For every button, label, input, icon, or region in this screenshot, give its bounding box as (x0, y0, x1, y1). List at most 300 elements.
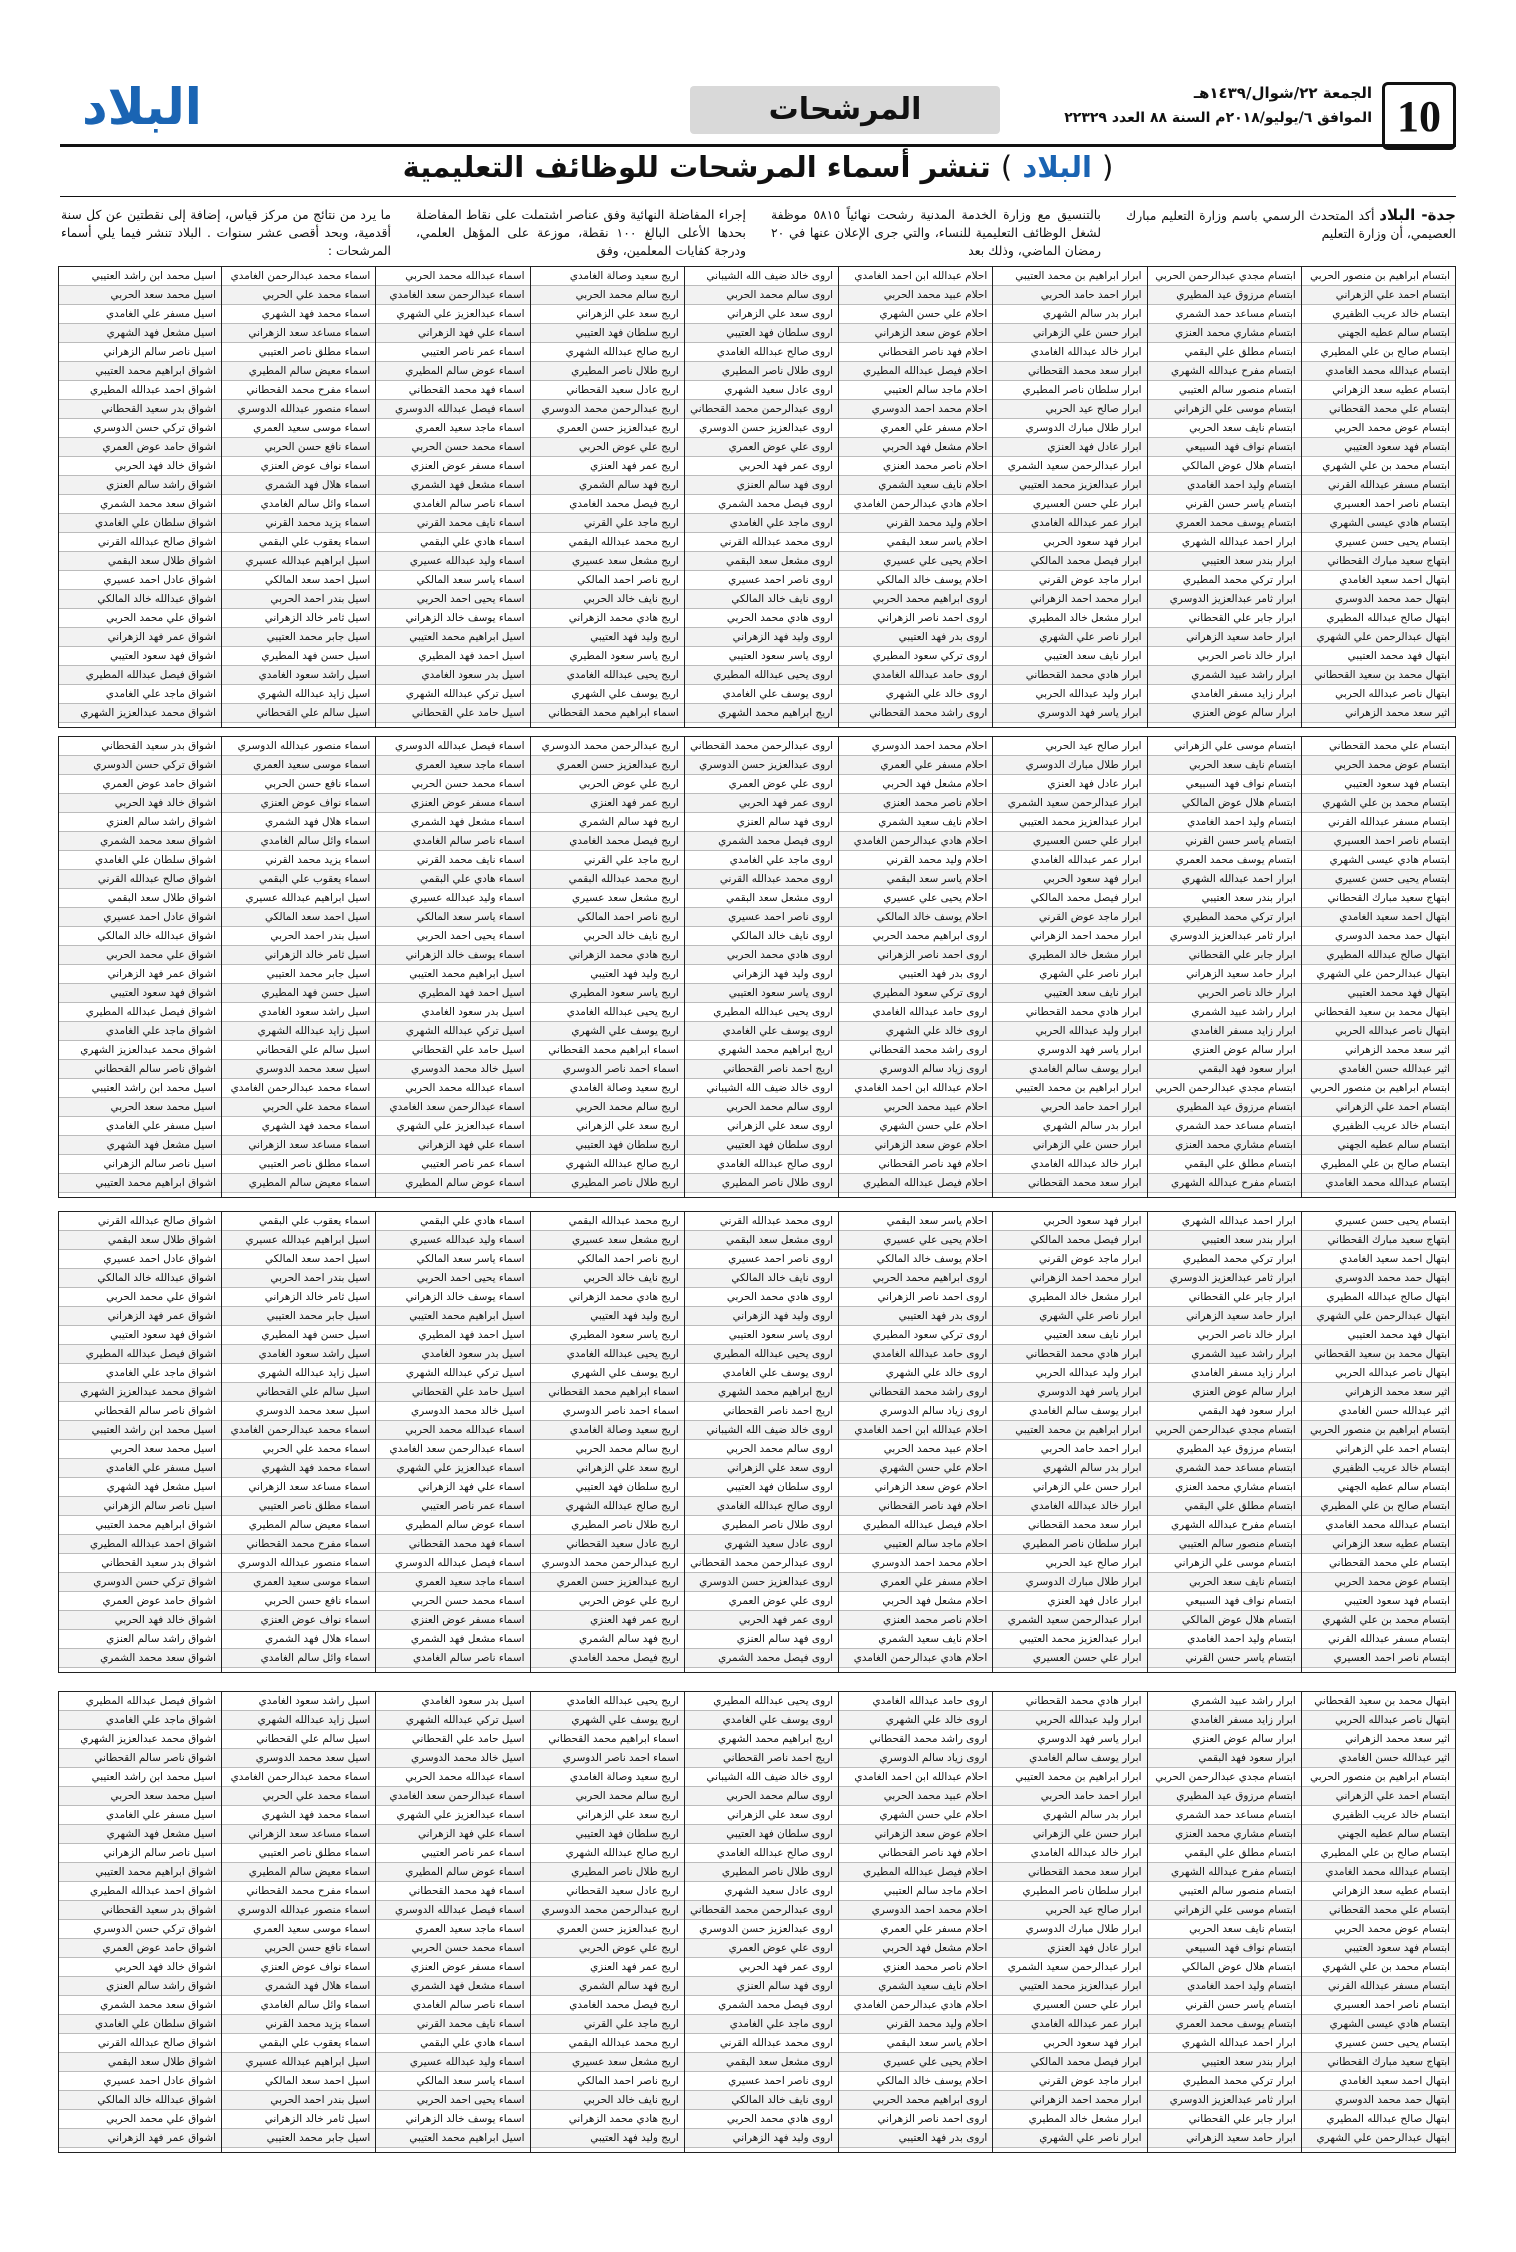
candidate-name: اسيل مشعل فهد الشهري (59, 1825, 221, 1844)
candidate-name: ابرار ياسر فهد الدوسري (985, 1383, 1147, 1402)
candidate-name: احلام محمد احمد الدوسري (830, 1554, 992, 1573)
candidate-name: اسيل محمد سعد الحربي (59, 1440, 221, 1459)
candidate-name: ابتسام مساعد حمد الشمري (1139, 305, 1301, 324)
candidate-name: اروى صالح عبدالله الغامدي (676, 1844, 838, 1863)
candidate-name: اريج سلطان فهد العتيبي (522, 324, 684, 343)
candidate-name: اسماء موسى سعيد العمري (213, 1920, 375, 1939)
candidate-name: اسماء وليد عبدالله عسيري (368, 1231, 530, 1250)
candidate-name: احلام علي حسن الشهري (830, 1117, 992, 1136)
candidate-name: اروى ابراهيم محمد الحربي (830, 1269, 992, 1288)
candidate-name: ابتسام ابراهيم بن منصور الحربي (1293, 1079, 1455, 1098)
candidate-name: اروى حامد عبدالله الغامدي (830, 666, 992, 685)
section-title: المرشحات (690, 86, 1000, 134)
candidate-name: اسماء ياسر سعد المالكي (368, 571, 530, 590)
candidate-name: اسماء يزيد محمد القرني (213, 851, 375, 870)
candidate-name: اريج ابراهيم محمد الشهري (676, 704, 838, 723)
candidate-name: ابرار جابر علي القحطاني (1139, 946, 1301, 965)
candidate-name: اريج مشعل سعد عسيري (522, 552, 684, 571)
candidate-name: اسيل تركي عبدالله الشهري (368, 1364, 530, 1383)
candidate-name: اشواق محمد عبدالعزيز الشهري (59, 1383, 221, 1402)
names-column (367, 736, 531, 1198)
candidate-name: اشواق طلال سعد البقمي (59, 552, 221, 571)
candidate-name: اسماء عمر ناصر العتيبي (368, 1155, 530, 1174)
candidate-name: اسماء هادي علي البقمي (368, 1212, 530, 1231)
candidate-name: ابرار عبدالرحمن سعيد الشمري (985, 457, 1147, 476)
candidate-name: اروى عبدالرحمن محمد القحطاني (676, 1554, 838, 1573)
candidate-name: اروى عمر فهد الحربي (676, 1958, 838, 1977)
candidate-name: اشواق احمد عبدالله المطيري (59, 1535, 221, 1554)
candidate-name: اسيل ابراهيم عبدالله عسيري (213, 552, 375, 571)
candidate-name: اريج طلال ناصر المطيري (522, 1174, 684, 1193)
candidate-name: اروى زياد سالم الدوسري (830, 1749, 992, 1768)
candidate-name: ابتهال احمد سعيد الغامدي (1293, 2072, 1455, 2091)
dateline (1042, 84, 1372, 126)
candidate-name: ابرار يوسف سالم الغامدي (985, 1749, 1147, 1768)
candidate-name: اشواق ماجد علي الغامدي (59, 1364, 221, 1383)
candidate-name: ابرار سلطان ناصر المطيري (985, 381, 1147, 400)
names-column (58, 1691, 222, 2153)
candidate-name: اسماء ماجد سعيد العمري (368, 419, 530, 438)
candidate-name: اروى تركي سعود المطيري (830, 647, 992, 666)
candidate-name: اريج ابراهيم محمد الشهري (676, 1383, 838, 1402)
candidate-name: اسماء وليد عبدالله عسيري (368, 889, 530, 908)
candidate-name: اروى راشد محمد القحطاني (830, 1383, 992, 1402)
candidate-name: اشواق سلطان علي الغامدي (59, 514, 221, 533)
candidate-name: ابرار سالم عوض العنزي (1139, 1041, 1301, 1060)
candidate-name: ابرار ياسر فهد الدوسري (985, 704, 1147, 723)
candidate-name: اسيل حسن فهد المطيري (213, 984, 375, 1003)
candidate-name: ابتسام مشاري محمد العنزي (1139, 1825, 1301, 1844)
candidate-name: اسيل تركي عبدالله الشهري (368, 1022, 530, 1041)
candidate-name: ابرار بدر سالم الشهري (985, 1806, 1147, 1825)
candidate-name: اروى ناصر احمد عسيري (676, 571, 838, 590)
candidate-name: اروى خالد علي الشهري (830, 1364, 992, 1383)
candidate-name: ابتسام عطيه سعد الزهراني (1293, 381, 1455, 400)
candidate-name: ابتسام محمد بن علي الشهري (1293, 457, 1455, 476)
candidate-name: اسماء مساعد سعد الزهراني (213, 324, 375, 343)
candidate-name: ابتسام يوسف محمد العمري (1139, 851, 1301, 870)
names-column (1292, 736, 1456, 1198)
candidate-name: ابرار حامد سعيد الزهراني (1139, 965, 1301, 984)
candidate-name: اسماء فيصل عبدالله الدوسري (368, 1554, 530, 1573)
candidate-name: ابرار حامد سعيد الزهراني (1139, 1307, 1301, 1326)
candidate-name: اشواق عادل احمد عسيري (59, 2072, 221, 2091)
candidate-name: ابتسام موسى علي الزهراني (1139, 1554, 1301, 1573)
candidate-name: اروى علي عوض العمري (676, 1592, 838, 1611)
candidate-name: ابرار احمد حامد الحربي (985, 1440, 1147, 1459)
candidate-name: ابتسام وليد احمد الغامدي (1139, 1977, 1301, 1996)
candidate-name: اريج عبدالرحمن محمد الدوسري (522, 1554, 684, 1573)
candidate-name: ابرار عبدالعزيز محمد العتيبي (985, 813, 1147, 832)
candidate-name: اريج يحيى عبدالله الغامدي (522, 1003, 684, 1022)
candidate-name: ابتسام مفرح عبدالله الشهري (1139, 1174, 1301, 1193)
candidate-name: اسماء محمد عبدالرحمن الغامدي (213, 1421, 375, 1440)
candidate-name: اريج ناصر احمد المالكي (522, 571, 684, 590)
candidate-name: ابتسام منصور سالم العتيبي (1139, 1535, 1301, 1554)
intro-col-2: بالتنسيق مع وزارة الخدمة المدنية رشحت نهائياً ٥٨١٥ موظفة لشغل الوظائف التعليمية للنساء، والتي جرى الإعلان عنها في ٢٠ رمضان الماضي، وذلك بعد (771, 207, 1102, 258)
candidate-name: اسيل محمد ابن راشد العتيبي (59, 267, 221, 286)
candidate-name: احلام ياسر سعد البقمي (830, 1212, 992, 1231)
candidate-name: ابرار راشد عبيد الشمري (1139, 1692, 1301, 1711)
candidate-name: اريج فهد سالم الشمري (522, 1977, 684, 1996)
names-column (984, 1691, 1148, 2153)
candidate-name: ابتسام وليد احمد الغامدي (1139, 476, 1301, 495)
candidate-name: اريج عمر فهد العنزي (522, 794, 684, 813)
candidate-name: اريج علي عوض الحربي (522, 438, 684, 457)
candidate-name: اسماء عبدالعزيز علي الشهري (368, 1806, 530, 1825)
candidate-name: اسماء علي فهد الزهراني (368, 1478, 530, 1497)
candidate-name: ابتسام فهد سعود العتيبي (1293, 1592, 1455, 1611)
candidate-name: اريج صالح عبدالله الشهري (522, 1155, 684, 1174)
candidate-name: اروى ماجد علي الغامدي (676, 514, 838, 533)
intro-col-1 (1126, 206, 1456, 243)
candidate-name: ابرار خالد عبدالله الغامدي (985, 1155, 1147, 1174)
candidate-name: ابتسام مرزوق عيد المطيري (1139, 1787, 1301, 1806)
candidate-name: اسماء عبدالعزيز علي الشهري (368, 305, 530, 324)
candidate-name: ابرار احمد حامد الحربي (985, 286, 1147, 305)
candidate-name: اروى مشعل سعد البقمي (676, 889, 838, 908)
candidate-name: ابتسام صالح بن علي المطيري (1293, 1844, 1455, 1863)
candidate-name: اروى عبدالرحمن محمد القحطاني (676, 1901, 838, 1920)
candidate-name: ابتهال صالح عبدالله المطيري (1293, 2110, 1455, 2129)
candidate-name: اسيل ثامر خالد الزهراني (213, 609, 375, 628)
candidate-name: ابرار خالد عبدالله الغامدي (985, 1497, 1147, 1516)
candidate-name: اسيل بندر احمد الحربي (213, 927, 375, 946)
candidate-name: اسماء محمد فهد الشهري (213, 1117, 375, 1136)
candidate-name: اسيل مسفر علي الغامدي (59, 1459, 221, 1478)
candidate-name: اريج ناصر احمد المالكي (522, 908, 684, 927)
candidate-name: اروى بدر فهد العتيبي (830, 2129, 992, 2148)
candidate-name: اسيل ثامر خالد الزهراني (213, 946, 375, 965)
candidate-name: اسيل خالد محمد الدوسري (368, 1060, 530, 1079)
candidate-name: اروى فهد سالم العنزي (676, 1630, 838, 1649)
candidate-name: اسيل تركي عبدالله الشهري (368, 1711, 530, 1730)
candidate-name: اسيل بندر احمد الحربي (213, 590, 375, 609)
candidate-name: اريج نايف خالد الحربي (522, 1269, 684, 1288)
candidate-name: اروى صالح عبدالله الغامدي (676, 1155, 838, 1174)
candidate-name: اروى خالد علي الشهري (830, 685, 992, 704)
candidate-name: ابرار محمد احمد الزهراني (985, 590, 1147, 609)
candidate-name: ابتسام موسى علي الزهراني (1139, 737, 1301, 756)
candidate-name: اريج سالم محمد الحربي (522, 1787, 684, 1806)
candidate-name: اشواق فهد سعود العتيبي (59, 1326, 221, 1345)
candidate-name: اروى سعد علي الزهراني (676, 1459, 838, 1478)
candidate-name: ابرار مشعل خالد المطيري (985, 946, 1147, 965)
candidate-name: اروى سلطان فهد العتيبي (676, 1136, 838, 1155)
candidate-name: اروى ياسر سعود العتيبي (676, 984, 838, 1003)
candidate-name: اشواق صالح عبدالله القرني (59, 2034, 221, 2053)
candidate-name: ابتسام فهد سعود العتيبي (1293, 775, 1455, 794)
candidate-name: اروى علي عوض العمري (676, 775, 838, 794)
candidate-name: اروى طلال ناصر المطيري (676, 1863, 838, 1882)
candidate-name: اشواق علي محمد الحربي (59, 946, 221, 965)
candidate-name: ابرار خالد عبدالله الغامدي (985, 1844, 1147, 1863)
candidate-name: احلام عبدالله ابن احمد الغامدي (830, 267, 992, 286)
candidate-name: ابرار تركي محمد المطيري (1139, 571, 1301, 590)
candidate-name: ابتسام خالد عريب الظفيري (1293, 1117, 1455, 1136)
candidate-name: اسماء معيض سالم المطيري (213, 362, 375, 381)
candidate-name: اشواق بدر سعيد القحطاني (59, 1554, 221, 1573)
candidate-name: اسيل جابر محمد العتيبي (213, 965, 375, 984)
candidate-name: ابتسام هلال عوض المالكي (1139, 794, 1301, 813)
candidate-name: ابرار سعد محمد القحطاني (985, 1174, 1147, 1193)
candidate-name: اريج ابراهيم محمد الشهري (676, 1730, 838, 1749)
candidate-name: اسماء هلال فهد الشمري (213, 476, 375, 495)
candidate-name: ابرار صالح عيد الحربي (985, 1901, 1147, 1920)
candidate-name: اثير عبدالله حسن الغامدي (1293, 1060, 1455, 1079)
candidate-name: اروى عادل سعيد الشهري (676, 1535, 838, 1554)
candidate-name: اروى هادي محمد الحربي (676, 1288, 838, 1307)
candidate-name: اسيل مسفر علي الغامدي (59, 305, 221, 324)
candidate-name: اسيل حامد علي القحطاني (368, 704, 530, 723)
candidate-name: اسماء ناصر سالم الغامدي (368, 495, 530, 514)
candidate-name: ابتسام نواف فهد السبيعي (1139, 775, 1301, 794)
candidate-name: اسماء فهد محمد القحطاني (368, 1535, 530, 1554)
candidate-name: ابتسام سالم عطيه الجهني (1293, 1478, 1455, 1497)
candidate-name: اسماء محمد عبدالرحمن الغامدي (213, 1768, 375, 1787)
candidate-name: ابرار ماجد عوض القرني (985, 2072, 1147, 2091)
candidate-name: اثير سعد محمد الزهراني (1293, 1730, 1455, 1749)
candidate-name: اروى يوسف علي الغامدي (676, 1022, 838, 1041)
candidate-name: اروى وليد فهد الزهراني (676, 965, 838, 984)
candidate-name: اسيل بدر سعود الغامدي (368, 666, 530, 685)
candidate-name: اسماء محمد فهد الشهري (213, 1806, 375, 1825)
candidate-name: اروى عمر فهد الحربي (676, 457, 838, 476)
candidate-name: اريج يوسف علي الشهري (522, 1022, 684, 1041)
candidate-name: اروى زياد سالم الدوسري (830, 1402, 992, 1421)
candidate-name: اريج فهد سالم الشمري (522, 1630, 684, 1649)
candidate-name: ابرار محمد احمد الزهراني (985, 927, 1147, 946)
candidate-name: ابرار فهد سعود الحربي (985, 2034, 1147, 2053)
candidate-name: ابتهال صالح عبدالله المطيري (1293, 946, 1455, 965)
candidate-name: اثير سعد محمد الزهراني (1293, 1383, 1455, 1402)
candidate-name: اروى حامد عبدالله الغامدي (830, 1692, 992, 1711)
candidate-name: ابتسام نواف فهد السبيعي (1139, 1939, 1301, 1958)
candidate-name: احلام وليد محمد القرني (830, 2015, 992, 2034)
candidate-name: اشواق تركي حسن الدوسري (59, 1920, 221, 1939)
candidate-name: اشواق ناصر سالم القحطاني (59, 1060, 221, 1079)
candidate-name: ابتسام هلال عوض المالكي (1139, 1611, 1301, 1630)
candidate-name: ابرار حسن علي الزهراني (985, 1136, 1147, 1155)
candidate-name: اشواق ناصر سالم القحطاني (59, 1749, 221, 1768)
intro-lead: جدة- البلاد (1379, 206, 1456, 224)
candidate-name: ابرار زايد مسفر الغامدي (1139, 685, 1301, 704)
candidate-name: ابرار خالد ناصر الحربي (1139, 647, 1301, 666)
candidate-name: ابتهال ناصر عبدالله الحربي (1293, 1364, 1455, 1383)
candidate-name: ابتسام خالد عريب الظفيري (1293, 1806, 1455, 1825)
candidate-name: اروى يوسف علي الغامدي (676, 1364, 838, 1383)
candidate-name: اسيل سالم علي القحطاني (213, 704, 375, 723)
candidate-name: اشواق حامد عوض العمري (59, 1939, 221, 1958)
candidate-name: ابرار عبدالعزيز محمد العتيبي (985, 1977, 1147, 1996)
candidate-name: ابتسام يحيى حسن عسيري (1293, 1212, 1455, 1231)
candidate-name: اروى ناصر احمد عسيري (676, 2072, 838, 2091)
candidate-name: اشواق فيصل عبدالله المطيري (59, 666, 221, 685)
candidate-name: ابرار صالح عيد الحربي (985, 737, 1147, 756)
date-hijri: الجمعة ٢٢/شوال/١٤٣٩هـ (1193, 84, 1372, 102)
candidate-name: اسيل محمد ابن راشد العتيبي (59, 1079, 221, 1098)
candidate-name: ابتهال محمد بن سعيد القحطاني (1293, 666, 1455, 685)
candidate-name: اسماء وائل سالم الغامدي (213, 832, 375, 851)
candidate-name: اروى ياسر سعود العتيبي (676, 1326, 838, 1345)
names-column (829, 736, 993, 1198)
candidate-name: اريج وليد فهد العتيبي (522, 2129, 684, 2148)
candidate-name: اروى سعد علي الزهراني (676, 1806, 838, 1825)
candidate-name: اسماء مفرح محمد القحطاني (213, 1535, 375, 1554)
candidate-name: اسماء يوسف خالد الزهراني (368, 946, 530, 965)
candidate-name: ابرار بندر سعد العتيبي (1139, 1231, 1301, 1250)
candidate-name: ابتسام ناصر احمد العسيري (1293, 495, 1455, 514)
candidate-name: اسماء مشعل فهد الشمري (368, 813, 530, 832)
candidate-name: ابتسام هلال عوض المالكي (1139, 1958, 1301, 1977)
candidate-name: ابرار خالد ناصر الحربي (1139, 984, 1301, 1003)
candidate-name: اروى يحيى عبدالله المطيري (676, 1345, 838, 1364)
candidate-name: اشواق طلال سعد البقمي (59, 889, 221, 908)
candidate-name: اريج ماجد علي القرني (522, 851, 684, 870)
candidate-name: ابرار وليد عبدالله الحربي (985, 685, 1147, 704)
candidate-name: ابتسام عوض محمد الحربي (1293, 1573, 1455, 1592)
candidate-name: ابتسام يوسف محمد العمري (1139, 514, 1301, 533)
candidate-name: ابرار عادل فهد العنزي (985, 438, 1147, 457)
candidate-name: ابرار طلال مبارك الدوسري (985, 1920, 1147, 1939)
candidate-name: اشواق فيصل عبدالله المطيري (59, 1003, 221, 1022)
candidate-name: اشواق سعد محمد الشمري (59, 495, 221, 514)
candidate-name: اريج سلطان فهد العتيبي (522, 1478, 684, 1497)
candidate-name: ابرار زايد مسفر الغامدي (1139, 1022, 1301, 1041)
candidate-name: احلام علي حسن الشهري (830, 1459, 992, 1478)
candidate-name: اسيل سعد محمد الدوسري (213, 1060, 375, 1079)
candidate-name: ابتسام صالح بن علي المطيري (1293, 1155, 1455, 1174)
candidate-name: ابرار علي حسن العسيري (985, 1649, 1147, 1668)
candidate-name: ابرار ثامر عبدالعزيز الدوسري (1139, 590, 1301, 609)
candidate-name: اسماء مطلق ناصر العتيبي (213, 1497, 375, 1516)
candidate-name: احلام عبدالله ابن احمد الغامدي (830, 1768, 992, 1787)
candidate-name: اسيل زايد عبدالله الشهري (213, 1364, 375, 1383)
candidate-name: اريج وليد فهد العتيبي (522, 1307, 684, 1326)
candidate-name: اسماء منصور عبدالله الدوسري (213, 1554, 375, 1573)
candidate-name: اريج طلال ناصر المطيري (522, 362, 684, 381)
candidate-name: اروى فهد سالم العنزي (676, 813, 838, 832)
candidate-name: ابرار احمد عبدالله الشهري (1139, 2034, 1301, 2053)
candidate-name: اسماء عوض سالم المطيري (368, 1863, 530, 1882)
candidate-name: ابتهال محمد بن سعيد القحطاني (1293, 1345, 1455, 1364)
candidate-name: اشواق عمر فهد الزهراني (59, 628, 221, 647)
headline-paren-close: ) (1000, 150, 1013, 184)
candidate-name: اروى فيصل محمد الشمري (676, 1996, 838, 2015)
candidate-name: اسماء منصور عبدالله الدوسري (213, 737, 375, 756)
candidate-name: اروى راشد محمد القحطاني (830, 1041, 992, 1060)
candidate-name: ابرار سالم عوض العنزي (1139, 704, 1301, 723)
candidate-name: ابرار ناصر علي الشهري (985, 628, 1147, 647)
candidate-name: اسماء يوسف خالد الزهراني (368, 2110, 530, 2129)
candidate-name: اسماء ياسر سعد المالكي (368, 2072, 530, 2091)
names-column (1138, 1691, 1302, 2153)
candidate-name: ابرار سعود فهد البقمي (1139, 1749, 1301, 1768)
candidate-name: اريج محمد عبدالله البقمي (522, 870, 684, 889)
candidate-name: اريج علي عوض الحربي (522, 775, 684, 794)
candidate-name: ابتسام يوسف محمد العمري (1139, 2015, 1301, 2034)
candidate-name: اسماء فيصل عبدالله الدوسري (368, 400, 530, 419)
candidate-name: اسماء هادي علي البقمي (368, 533, 530, 552)
candidate-name: ابرار ابراهيم بن محمد العتيبي (985, 267, 1147, 286)
candidate-name: ابتسام صالح بن علي المطيري (1293, 343, 1455, 362)
candidate-name: اروى سالم محمد الحربي (676, 1787, 838, 1806)
candidate-name: ابتهال حمد محمد الدوسري (1293, 590, 1455, 609)
candidate-name: اشواق فيصل عبدالله المطيري (59, 1692, 221, 1711)
candidate-name: اريج علي عوض الحربي (522, 1592, 684, 1611)
candidate-name: احلام يحيى علي عسيري (830, 1231, 992, 1250)
candidate-name: اسيل سالم علي القحطاني (213, 1041, 375, 1060)
candidate-name: اسماء عمر ناصر العتيبي (368, 1497, 530, 1516)
candidate-name: ابرار فهد سعود الحربي (985, 1212, 1147, 1231)
candidate-name: احلام ياسر سعد البقمي (830, 870, 992, 889)
candidate-name: ابرار احمد عبدالله الشهري (1139, 870, 1301, 889)
candidate-name: اسماء معيض سالم المطيري (213, 1863, 375, 1882)
candidate-name: احلام فيصل عبدالله المطيري (830, 1516, 992, 1535)
candidate-name: ابتسام ابراهيم بن منصور الحربي (1293, 1768, 1455, 1787)
candidate-name: ابتهال ناصر عبدالله الحربي (1293, 1711, 1455, 1730)
candidate-name: ابرار وليد عبدالله الحربي (985, 1364, 1147, 1383)
candidate-name: اشواق سعد محمد الشمري (59, 1996, 221, 2015)
candidate-name: اروى احمد ناصر الزهراني (830, 609, 992, 628)
candidate-name: اسماء فهد محمد القحطاني (368, 1882, 530, 1901)
candidate-name: اروى عادل سعيد الشهري (676, 381, 838, 400)
candidate-name: ابتسام يحيى حسن عسيري (1293, 2034, 1455, 2053)
candidate-name: اسيل احمد سعد المالكي (213, 908, 375, 927)
candidate-name: اسماء يعقوب علي البقمي (213, 870, 375, 889)
candidate-name: ابتسام مسفر عبدالله القرني (1293, 1630, 1455, 1649)
candidate-name: اسماء محمد فهد الشهري (213, 305, 375, 324)
candidate-name: اروى ماجد علي الغامدي (676, 2015, 838, 2034)
names-column (367, 1211, 531, 1673)
candidate-name: احلام فيصل عبدالله المطيري (830, 1174, 992, 1193)
candidate-name: ابتسام مساعد حمد الشمري (1139, 1459, 1301, 1478)
candidate-name: اروى عبدالعزيز حسن الدوسري (676, 1920, 838, 1939)
candidate-name: ابتسام احمد علي الزهراني (1293, 1440, 1455, 1459)
candidate-name: ابتسام ناصر احمد العسيري (1293, 1996, 1455, 2015)
candidate-name: اريج مشعل سعد عسيري (522, 889, 684, 908)
candidate-name: اشواق عبدالله خالد المالكي (59, 2091, 221, 2110)
names-column (521, 1691, 685, 2153)
candidate-name: اسيل حسن فهد المطيري (213, 647, 375, 666)
candidate-name: اشواق بدر سعيد القحطاني (59, 400, 221, 419)
candidate-name: اروى سلطان فهد العتيبي (676, 1825, 838, 1844)
names-column (212, 736, 376, 1198)
candidate-name: اسماء ياسر سعد المالكي (368, 1250, 530, 1269)
candidate-name: اثير سعد محمد الزهراني (1293, 1041, 1455, 1060)
candidate-name: احلام محمد احمد الدوسري (830, 400, 992, 419)
candidate-name: اسيل بدر سعود الغامدي (368, 1692, 530, 1711)
candidate-name: اسماء هادي علي البقمي (368, 2034, 530, 2053)
candidate-name: اسماء عبدالرحمن سعد الغامدي (368, 1787, 530, 1806)
candidate-name: احلام عوض سعد الزهراني (830, 324, 992, 343)
candidate-name: احلام نايف سعيد الشمري (830, 1977, 992, 1996)
candidate-name: ابرار تركي محمد المطيري (1139, 2072, 1301, 2091)
candidate-name: ابرار عبدالعزيز محمد العتيبي (985, 1630, 1147, 1649)
candidate-name: اسيل مسفر علي الغامدي (59, 1117, 221, 1136)
candidate-name: اريج محمد عبدالله البقمي (522, 1212, 684, 1231)
names-column (212, 266, 376, 728)
candidate-name: ابتسام يحيى حسن عسيري (1293, 870, 1455, 889)
candidate-name: اروى عبدالعزيز حسن الدوسري (676, 1573, 838, 1592)
candidate-name: اريج عبدالرحمن محمد الدوسري (522, 1901, 684, 1920)
candidate-name: ابرار ماجد عوض القرني (985, 1250, 1147, 1269)
candidate-name: اروى عبدالرحمن محمد القحطاني (676, 400, 838, 419)
candidate-name: اريج وليد فهد العتيبي (522, 965, 684, 984)
candidate-name: ابرار عادل فهد العنزي (985, 775, 1147, 794)
candidate-name: اروى علي عوض العمري (676, 438, 838, 457)
candidate-name: ابتسام نايف سعد الحربي (1139, 1920, 1301, 1939)
